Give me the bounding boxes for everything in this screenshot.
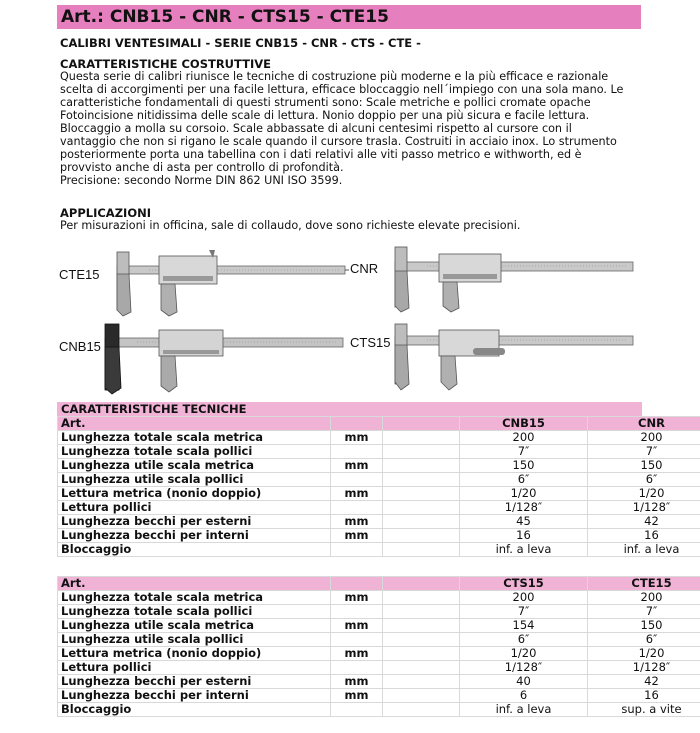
row-value: 1/20	[460, 487, 588, 501]
caliper-photos	[57, 237, 642, 397]
row-value: inf. a leva	[588, 543, 700, 557]
caliper-image-cte15	[109, 242, 349, 317]
row-unit: mm	[331, 487, 383, 501]
col-header-model: CNB15	[460, 417, 588, 431]
row-value: 150	[588, 459, 700, 473]
row-value: sup. a vite	[588, 703, 700, 717]
row-value: 1/20	[588, 647, 700, 661]
row-spacer	[383, 619, 460, 633]
row-value: 150	[460, 459, 588, 473]
row-spacer	[383, 445, 460, 459]
table-row	[58, 591, 700, 605]
row-value: 7″	[460, 445, 588, 459]
table-row	[58, 689, 700, 703]
row-label: Lunghezza totale scala metrica	[58, 591, 331, 605]
row-spacer	[383, 633, 460, 647]
row-value: 1/128″	[588, 661, 700, 675]
construction-line: scelta di accorgimenti per una facile lettura, efficace bloccaggio nell´impiego con una sola mano. Le	[60, 83, 624, 96]
col-header-art: Art.	[58, 577, 331, 591]
row-label: Lunghezza utile scala metrica	[58, 619, 331, 633]
tech-table-1	[57, 416, 700, 557]
row-value: 45	[460, 515, 588, 529]
row-value: 42	[588, 515, 700, 529]
construction-line: Questa serie di calibri riunisce le tecniche di costruzione più moderne e la più efficace e razionale	[60, 70, 609, 83]
row-value: 7″	[588, 445, 700, 459]
col-header-art: Art.	[58, 417, 331, 431]
row-value: 200	[588, 431, 700, 445]
row-value: 154	[460, 619, 588, 633]
label-cnb15: CNB15	[59, 339, 101, 354]
table-row	[58, 661, 700, 675]
col-header-model: CNR	[588, 417, 700, 431]
row-value: 6″	[588, 473, 700, 487]
row-value: 7″	[588, 605, 700, 619]
table-row	[58, 445, 700, 459]
tech-heading	[57, 402, 642, 416]
table-row	[58, 633, 700, 647]
applications-text: Per misurazioni in officina, sale di collaudo, dove sono richieste elevate precisioni.	[60, 219, 521, 232]
tech-heading-text: CARATTERISTICHE TECNICHE	[61, 402, 247, 416]
construction-line: Bloccaggio a molla su corsoio. Scale abbassate di alcuni centesimi rispetto al cursore con il	[60, 122, 572, 135]
row-label: Lunghezza totale scala pollici	[58, 445, 331, 459]
row-label: Lunghezza utile scala pollici	[58, 633, 331, 647]
table-row	[58, 647, 700, 661]
row-label: Lunghezza becchi per esterni	[58, 515, 331, 529]
row-unit	[331, 605, 383, 619]
table-row	[58, 529, 700, 543]
row-unit	[331, 501, 383, 515]
row-value: 200	[460, 431, 588, 445]
caliper-image-cnb15	[97, 322, 347, 397]
row-spacer	[383, 543, 460, 557]
table-row	[58, 515, 700, 529]
row-spacer	[383, 591, 460, 605]
table-row	[58, 487, 700, 501]
label-cnr: CNR	[350, 261, 379, 276]
row-spacer	[383, 605, 460, 619]
row-value: 7″	[460, 605, 588, 619]
construction-line: Fotoincisione nitidissima delle scale di lettura. Nonio doppio per una più sicura e facile lettura.	[60, 109, 590, 122]
row-label: Lunghezza becchi per interni	[58, 529, 331, 543]
row-value: 200	[588, 591, 700, 605]
row-spacer	[383, 459, 460, 473]
row-value: 1/20	[588, 487, 700, 501]
row-spacer	[383, 515, 460, 529]
row-value: 42	[588, 675, 700, 689]
row-value: 16	[588, 689, 700, 703]
caliper-image-cnr	[387, 242, 637, 317]
row-unit	[331, 543, 383, 557]
table-row	[58, 605, 700, 619]
table-row	[58, 703, 700, 717]
table-row	[58, 459, 700, 473]
table-row	[58, 543, 700, 557]
row-label: Lunghezza becchi per esterni	[58, 675, 331, 689]
row-unit: mm	[331, 591, 383, 605]
row-unit	[331, 661, 383, 675]
row-unit: mm	[331, 529, 383, 543]
row-value: inf. a leva	[460, 543, 588, 557]
row-spacer	[383, 473, 460, 487]
row-label: Lettura pollici	[58, 501, 331, 515]
row-value: 1/128″	[460, 501, 588, 515]
row-label: Lettura metrica (nonio doppio)	[58, 647, 331, 661]
row-value: 6″	[588, 633, 700, 647]
row-spacer	[383, 647, 460, 661]
row-value: 40	[460, 675, 588, 689]
table-header-row	[58, 417, 700, 431]
row-spacer	[383, 689, 460, 703]
row-unit: mm	[331, 459, 383, 473]
row-label: Bloccaggio	[58, 543, 331, 557]
row-unit: mm	[331, 675, 383, 689]
row-spacer	[383, 675, 460, 689]
row-value: 1/128″	[588, 501, 700, 515]
row-spacer	[383, 703, 460, 717]
row-label: Lunghezza totale scala metrica	[58, 431, 331, 445]
construction-line: vantaggio che non si rigano le scale quando il cursore trasla. Costruiti in acciaio inox. Lo strumento	[60, 135, 617, 148]
row-label: Lunghezza becchi per interni	[58, 689, 331, 703]
row-value: 6″	[460, 473, 588, 487]
construction-line: caratteristiche fondamentali di questi strumenti sono: Scale metriche e pollici cromate opache	[60, 96, 591, 109]
row-spacer	[383, 529, 460, 543]
table-row	[58, 501, 700, 515]
title-bar	[57, 5, 641, 29]
construction-line: provvisto anche di asta per controllo di profondità.	[60, 161, 344, 174]
row-value: 200	[460, 591, 588, 605]
row-unit: mm	[331, 619, 383, 633]
table-header-row	[58, 577, 700, 591]
row-label: Lunghezza utile scala metrica	[58, 459, 331, 473]
row-label: Lunghezza utile scala pollici	[58, 473, 331, 487]
row-unit: mm	[331, 515, 383, 529]
table-row	[58, 473, 700, 487]
row-spacer	[383, 431, 460, 445]
row-label: Lunghezza totale scala pollici	[58, 605, 331, 619]
construction-line: Precisione: secondo Norme DIN 862 UNI ISO 3599.	[60, 174, 343, 187]
table-row	[58, 675, 700, 689]
row-unit	[331, 633, 383, 647]
row-spacer	[383, 487, 460, 501]
row-label: Bloccaggio	[58, 703, 331, 717]
construction-heading: CARATTERISTICHE COSTRUTTIVE	[60, 57, 271, 71]
row-label: Lettura metrica (nonio doppio)	[58, 487, 331, 501]
row-unit: mm	[331, 431, 383, 445]
label-cts15: CTS15	[350, 335, 391, 350]
col-header-spacer	[383, 577, 460, 591]
construction-text	[60, 70, 640, 187]
row-value: 6	[460, 689, 588, 703]
page-title: Art.: CNB15 - CNR - CTS15 - CTE15	[61, 7, 389, 27]
col-header-spacer	[383, 417, 460, 431]
row-value: 16	[460, 529, 588, 543]
row-unit	[331, 473, 383, 487]
row-unit	[331, 445, 383, 459]
tech-table-2	[57, 576, 700, 717]
row-value: 1/128″	[460, 661, 588, 675]
col-header-model: CTS15	[460, 577, 588, 591]
row-spacer	[383, 661, 460, 675]
row-value: 1/20	[460, 647, 588, 661]
col-header-unit	[331, 577, 383, 591]
row-value: 150	[588, 619, 700, 633]
row-value: 16	[588, 529, 700, 543]
col-header-model: CTE15	[588, 577, 700, 591]
row-unit: mm	[331, 647, 383, 661]
caliper-image-cts15	[387, 322, 637, 397]
row-spacer	[383, 501, 460, 515]
applications-heading: APPLICAZIONI	[60, 206, 152, 220]
row-label: Lettura pollici	[58, 661, 331, 675]
construction-line: posteriormente porta una tabellina con i dati relativi alle viti passo metrico e withworth, ed è	[60, 148, 582, 161]
row-value: inf. a leva	[460, 703, 588, 717]
subtitle: CALIBRI VENTESIMALI - SERIE CNB15 - CNR - CTS - CTE -	[60, 36, 421, 50]
table-row	[58, 619, 700, 633]
col-header-unit	[331, 417, 383, 431]
label-cte15: CTE15	[59, 267, 100, 282]
row-unit: mm	[331, 689, 383, 703]
row-unit	[331, 703, 383, 717]
row-value: 6″	[460, 633, 588, 647]
table-row	[58, 431, 700, 445]
